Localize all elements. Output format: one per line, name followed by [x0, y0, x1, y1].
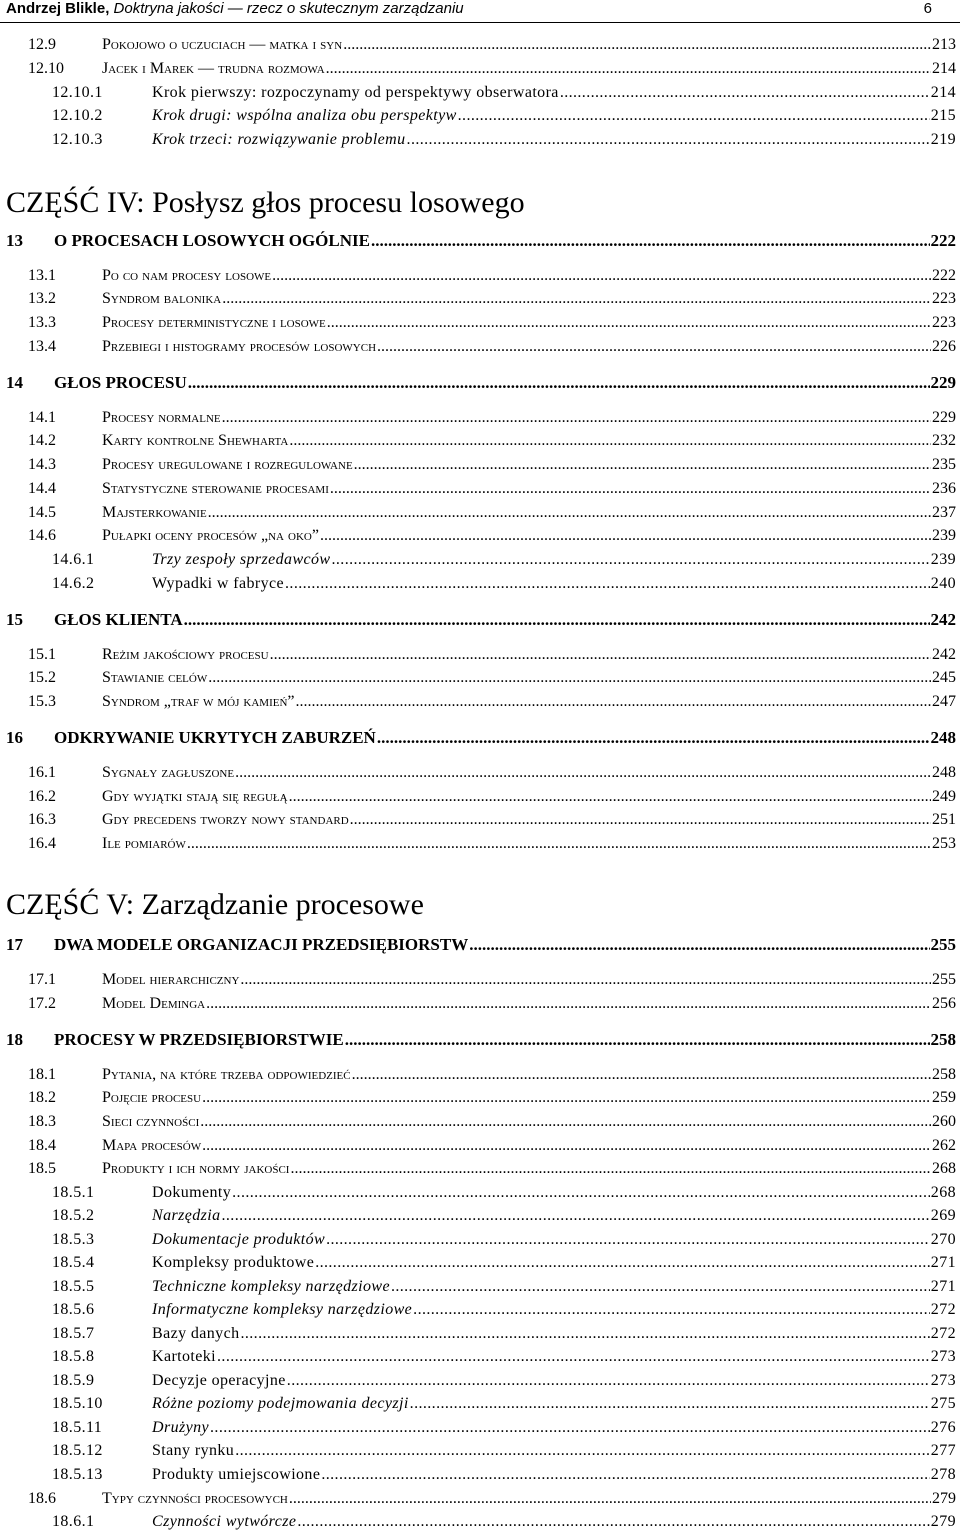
toc-entry[interactable] [0, 527, 960, 545]
toc-entry-title: GŁOS KLIENTA [54, 610, 183, 629]
dot-leader [208, 504, 931, 522]
toc-entry-title: Po co nam procesy losowe [102, 267, 272, 284]
toc-entry-title: Krok trzeci: rozwiązywanie problemu [152, 131, 406, 148]
toc-entry-number: 18.6 [28, 1490, 56, 1507]
toc-entry-title: Ile pomiarów [102, 835, 186, 852]
toc-entry[interactable] [0, 290, 960, 308]
toc-entry-page: 260 [932, 1113, 956, 1130]
dot-leader [296, 693, 932, 711]
toc-entry-title: Czynności wytwórcze [152, 1513, 297, 1530]
dot-leader [352, 1066, 931, 1084]
toc-entry-title: Krok pierwszy: rozpoczynamy od perspektywy obserwatora [152, 84, 559, 101]
toc-entry-page: 249 [932, 788, 956, 805]
toc-entry-page: 255 [932, 971, 956, 988]
toc-entry-title: Sieci czynności [102, 1113, 200, 1130]
toc-entry-page: 223 [932, 290, 956, 307]
toc-entry-page: 235 [932, 456, 956, 473]
toc-entry[interactable] [0, 409, 960, 427]
toc-entry[interactable] [0, 432, 960, 450]
toc-entry-page: 248 [932, 764, 956, 781]
toc-entry-title: Procesy normalne [102, 409, 221, 426]
toc-entry-title: ODKRYWANIE UKRYTYCH ZABURZEŃ [54, 728, 376, 747]
toc-entry-title: Przebiegi i histogramy procesów losowych [102, 338, 377, 355]
toc-entry-title: Pułapki oceny procesów „na oko” [102, 527, 319, 544]
dot-leader [285, 575, 930, 593]
toc-entry[interactable] [0, 971, 960, 989]
toc-entry-page: 237 [932, 504, 956, 521]
toc-entry[interactable] [0, 669, 960, 687]
dot-leader [350, 811, 931, 829]
toc-entry-page: 247 [932, 693, 956, 710]
toc-entry[interactable] [0, 551, 960, 569]
dot-leader [320, 527, 931, 545]
toc-entry[interactable] [0, 1066, 960, 1084]
dot-leader [184, 610, 930, 630]
toc-entry-number: 18.5.6 [52, 1301, 95, 1318]
toc-entry-title: Syndrom „traf w mój kamień” [102, 693, 295, 710]
dot-leader [377, 728, 930, 748]
toc-entry-title: Reżim jakościowy procesu [102, 646, 269, 663]
toc-entry-title: Sygnały zagłuszone [102, 764, 235, 781]
toc-entry-page: 268 [932, 1160, 956, 1177]
toc-entry-title: Różne poziomy podejmowania decyzji [152, 1395, 409, 1412]
toc-entry-number: 12.10 [28, 60, 64, 77]
toc-entry-number: 12.9 [28, 36, 56, 53]
toc-entry-page: 258 [930, 1030, 956, 1049]
toc-entry-title: Karty kontrolne Shewharta [102, 432, 289, 449]
toc-entry[interactable] [0, 1301, 960, 1319]
toc-entry-number: 18.2 [28, 1089, 56, 1106]
toc-entry-title: Decyzje operacyjne [152, 1372, 286, 1389]
toc-entry-page: 279 [930, 1513, 956, 1530]
dot-leader [371, 231, 930, 251]
toc-entry-page: 215 [930, 107, 956, 124]
toc-entry-page: 222 [932, 267, 956, 284]
toc-entry-page: 236 [932, 480, 956, 497]
toc-entry-number: 13.4 [28, 338, 56, 355]
toc-entry[interactable] [0, 1207, 960, 1225]
dot-leader [326, 1231, 930, 1249]
dot-leader [287, 1372, 930, 1390]
toc-entry[interactable] [0, 267, 960, 285]
toc-entry-page: 240 [930, 575, 956, 592]
toc-entry-number: 14.3 [28, 456, 56, 473]
toc-entry-number: 15.3 [28, 693, 56, 710]
toc-entry[interactable] [0, 1442, 960, 1460]
toc-entry-page: 232 [932, 432, 956, 449]
dot-leader [222, 290, 931, 308]
toc-entry[interactable] [0, 1137, 960, 1155]
dot-leader [235, 764, 931, 782]
dot-leader [202, 1137, 931, 1155]
toc-entry-number: 15 [6, 610, 23, 629]
toc-entry[interactable] [0, 1466, 960, 1484]
toc-entry[interactable] [0, 480, 960, 498]
toc-entry[interactable] [0, 314, 960, 332]
dot-leader [332, 551, 930, 569]
toc-entry-number: 18.6.1 [52, 1513, 95, 1530]
toc-entry-number: 18.5 [28, 1160, 56, 1177]
toc-entry-page: 255 [930, 935, 956, 954]
toc-entry-number: 18.5.2 [52, 1207, 95, 1224]
toc-entry-page: 279 [932, 1490, 956, 1507]
toc-entry-title: Krok drugi: wspólna analiza obu perspektyw [152, 107, 457, 124]
toc-entry-title: Mapa procesów [102, 1137, 202, 1154]
toc-entry-page: 278 [930, 1466, 956, 1483]
toc-entry-title: PROCESY W PRZEDSIĘBIORSTWIE [54, 1030, 344, 1049]
toc-entry-number: 12.10.3 [52, 131, 103, 148]
toc-entry[interactable] [0, 1089, 960, 1107]
toc-chapter-entry[interactable] [0, 935, 960, 955]
dot-leader [272, 267, 931, 285]
toc-entry[interactable] [0, 1325, 960, 1343]
toc-entry-number: 14 [6, 373, 23, 392]
toc-entry[interactable] [0, 835, 960, 853]
toc-entry[interactable] [0, 788, 960, 806]
toc-entry-title: Produkty umiejscowione [152, 1466, 321, 1483]
dot-leader [315, 1254, 930, 1272]
dot-leader [410, 1395, 930, 1413]
toc-entry[interactable] [0, 131, 960, 149]
toc-entry-title: Wypadki w fabryce [152, 575, 285, 592]
dot-leader [240, 971, 931, 989]
dot-leader [188, 373, 930, 393]
toc-entry-number: 18.5.4 [52, 1254, 95, 1271]
toc-entry-title: Bazy danych [152, 1325, 240, 1342]
toc-entry[interactable] [0, 456, 960, 474]
toc-entry-number: 13.2 [28, 290, 56, 307]
dot-leader [270, 646, 931, 664]
toc-entry[interactable] [0, 1513, 960, 1531]
toc-entry[interactable] [0, 1184, 960, 1202]
toc-entry[interactable] [0, 811, 960, 829]
toc-entry-number: 17 [6, 935, 23, 954]
toc-entry-number: 15.1 [28, 646, 56, 663]
toc-entry-number: 18.1 [28, 1066, 56, 1083]
toc-entry-title: Trzy zespoły sprzedawców [152, 551, 331, 568]
toc-entry-title: Informatyczne kompleksy narzędziowe [152, 1301, 413, 1318]
part-heading: CZĘŚĆ V: Zarządzanie procesowe [6, 888, 424, 921]
dot-leader [202, 1089, 931, 1107]
toc-entry-number: 18.5.3 [52, 1231, 95, 1248]
toc-entry[interactable] [0, 107, 960, 125]
header-page-number: 6 [923, 0, 932, 17]
toc-entry-page: 248 [930, 728, 956, 747]
toc-entry[interactable] [0, 1348, 960, 1366]
toc-entry-number: 12.10.2 [52, 107, 103, 124]
toc-entry[interactable] [0, 1160, 960, 1178]
toc-entry-page: 245 [932, 669, 956, 686]
toc-entry-title: Pojęcie procesu [102, 1089, 202, 1106]
toc-entry-number: 16.4 [28, 835, 56, 852]
toc-entry-number: 16.3 [28, 811, 56, 828]
toc-entry-page: 214 [932, 60, 956, 77]
dot-leader [407, 131, 930, 149]
toc-entry-title: Narzędzia [152, 1207, 221, 1224]
toc-entry-title: Pokojowo o uczuciach — matka i syn [102, 36, 343, 53]
toc-entry-title: Gdy precedens tworzy nowy standard [102, 811, 349, 828]
toc-entry-page: 253 [932, 835, 956, 852]
dot-leader [187, 835, 931, 853]
toc-entry[interactable] [0, 764, 960, 782]
dot-leader [210, 1419, 930, 1437]
toc-entry[interactable] [0, 504, 960, 522]
toc-entry-number: 13 [6, 231, 23, 250]
toc-entry-title: Majsterkowanie [102, 504, 207, 521]
toc-entry[interactable] [0, 995, 960, 1013]
toc-entry-number: 14.6 [28, 527, 56, 544]
dot-leader [222, 409, 931, 427]
toc-entry-number: 18 [6, 1030, 23, 1049]
dot-leader [354, 456, 931, 474]
dot-leader [560, 84, 930, 102]
toc-entry-number: 16.1 [28, 764, 56, 781]
toc-entry[interactable] [0, 60, 960, 78]
dot-leader [413, 1301, 930, 1319]
dot-leader [208, 669, 931, 687]
toc-entry-number: 17.2 [28, 995, 56, 1012]
toc-entry-page: 223 [932, 314, 956, 331]
toc-entry[interactable] [0, 338, 960, 356]
toc-entry[interactable] [0, 646, 960, 664]
toc-entry-number: 18.5.1 [52, 1184, 95, 1201]
toc-entry-title: Drużyny [152, 1419, 210, 1436]
toc-entry-page: 242 [930, 610, 956, 629]
dot-leader [289, 1490, 931, 1508]
toc-entry-title: Stany rynku [152, 1442, 235, 1459]
running-header [0, 0, 960, 23]
toc-entry[interactable] [0, 1372, 960, 1390]
toc-entry-page: 258 [932, 1066, 956, 1083]
toc-entry-title: Pytania, na które trzeba odpowiedzieć [102, 1066, 351, 1083]
toc-entry-page: 269 [930, 1207, 956, 1224]
toc-entry-title: Jacek i Marek — trudna rozmowa [102, 60, 325, 77]
toc-entry-number: 17.1 [28, 971, 56, 988]
part-heading: CZĘŚĆ IV: Posłysz głos procesu losowego [6, 186, 525, 219]
toc-entry-number: 18.5.5 [52, 1278, 95, 1295]
toc-entry-title: Syndrom balonika [102, 290, 222, 307]
toc-entry-number: 14.6.1 [52, 551, 95, 568]
toc-entry-number: 18.5.10 [52, 1395, 103, 1412]
toc-entry-title: Gdy wyjątki stają się regułą [102, 788, 288, 805]
toc-entry-title: Dokumentacje produktów [152, 1231, 326, 1248]
toc-chapter-entry[interactable] [0, 1030, 960, 1050]
toc-entry-page: 239 [930, 551, 956, 568]
dot-leader [289, 432, 931, 450]
toc-entry[interactable] [0, 1490, 960, 1508]
toc-entry-number: 18.5.11 [52, 1419, 103, 1436]
toc-entry[interactable] [0, 36, 960, 54]
toc-entry-page: 271 [930, 1278, 956, 1295]
dot-leader [297, 1513, 929, 1531]
toc-chapter-entry[interactable] [0, 610, 960, 630]
toc-entry-page: 242 [932, 646, 956, 663]
toc-entry-number: 13.3 [28, 314, 56, 331]
toc-chapter-entry[interactable] [0, 231, 960, 251]
toc-chapter-entry[interactable] [0, 373, 960, 393]
dot-leader [345, 1030, 930, 1050]
toc-entry-title: Model Deminga [102, 995, 206, 1012]
toc-entry-title: DWA MODELE ORGANIZACJI PRZEDSIĘBIORSTW [54, 935, 469, 954]
toc-entry-title: O PROCESACH LOSOWYCH OGÓLNIE [54, 231, 370, 250]
toc-entry-page: 213 [932, 36, 956, 53]
toc-entry-title: Model hierarchiczny [102, 971, 240, 988]
toc-entry-page: 229 [932, 409, 956, 426]
dot-leader [235, 1442, 930, 1460]
toc-entry-number: 13.1 [28, 267, 56, 284]
toc-entry-page: 272 [930, 1301, 956, 1318]
toc-entry-number: 14.6.2 [52, 575, 95, 592]
toc-entry-title: GŁOS PROCESU [54, 373, 187, 392]
toc-entry-number: 14.4 [28, 480, 56, 497]
dot-leader [290, 1160, 931, 1178]
toc-entry-title: Techniczne kompleksy narzędziowe [152, 1278, 390, 1295]
dot-leader [327, 314, 931, 332]
toc-entry-number: 15.2 [28, 669, 56, 686]
toc-entry-page: 251 [932, 811, 956, 828]
toc-entry[interactable] [0, 1419, 960, 1437]
toc-entry-number: 18.5.9 [52, 1372, 95, 1389]
toc-entry-page: 276 [930, 1419, 956, 1436]
toc-entry-page: 268 [930, 1184, 956, 1201]
dot-leader [469, 935, 929, 955]
toc-entry-page: 262 [932, 1137, 956, 1154]
toc-entry-number: 18.4 [28, 1137, 56, 1154]
dot-leader [391, 1278, 930, 1296]
toc-entry[interactable] [0, 575, 960, 593]
toc-entry-title: Kompleksy produktowe [152, 1254, 315, 1271]
toc-entry-title: Stawianie celów [102, 669, 208, 686]
header-book-title: Doktryna jakości — rzecz o skutecznym zarządzaniu [109, 0, 464, 17]
toc-entry[interactable] [0, 1254, 960, 1272]
toc-entry-page: 259 [932, 1089, 956, 1106]
toc-entry-number: 16 [6, 728, 23, 747]
toc-entry-number: 18.3 [28, 1113, 56, 1130]
dot-leader [222, 1207, 930, 1225]
toc-entry-page: 275 [930, 1395, 956, 1412]
toc-entry[interactable] [0, 84, 960, 102]
toc-entry-title: Dokumenty [152, 1184, 232, 1201]
toc-chapter-entry[interactable] [0, 728, 960, 748]
toc-entry-number: 14.5 [28, 504, 56, 521]
toc-entry[interactable] [0, 693, 960, 711]
toc-entry-page: 214 [930, 84, 956, 101]
toc-entry-number: 12.10.1 [52, 84, 103, 101]
toc-entry-page: 229 [930, 373, 956, 392]
toc-entry-page: 273 [930, 1372, 956, 1389]
toc-entry[interactable] [0, 1113, 960, 1131]
toc-entry-page: 256 [932, 995, 956, 1012]
toc-entry[interactable] [0, 1395, 960, 1413]
toc-entry-page: 226 [932, 338, 956, 355]
toc-entry-number: 18.5.13 [52, 1466, 103, 1483]
toc-entry-title: Statystyczne sterowanie procesami [102, 480, 329, 497]
dot-leader [289, 788, 931, 806]
toc-entry-page: 270 [930, 1231, 956, 1248]
toc-entry-number: 18.5.7 [52, 1325, 95, 1342]
toc-entry-title: Procesy uregulowane i rozregulowane [102, 456, 353, 473]
dot-leader [330, 480, 931, 498]
toc-entry-number: 18.5.12 [52, 1442, 103, 1459]
dot-leader [232, 1184, 930, 1202]
toc-entry[interactable] [0, 1278, 960, 1296]
toc-entry-title: Produkty i ich normy jakości [102, 1160, 290, 1177]
toc-entry-page: 222 [930, 231, 956, 250]
toc-entry-number: 14.2 [28, 432, 56, 449]
header-author: Andrzej Blikle, [6, 0, 110, 17]
dot-leader [326, 60, 931, 78]
toc-entry-number: 14.1 [28, 409, 56, 426]
toc-entry-number: 16.2 [28, 788, 56, 805]
dot-leader [321, 1466, 929, 1484]
dot-leader [206, 995, 931, 1013]
dot-leader [240, 1325, 929, 1343]
dot-leader [200, 1113, 931, 1131]
toc-entry-number: 18.5.8 [52, 1348, 95, 1365]
toc-entry-page: 272 [930, 1325, 956, 1342]
toc-entry-title: Kartoteki [152, 1348, 217, 1365]
toc-entry-page: 239 [932, 527, 956, 544]
toc-entry-title: Typy czynności procesowych [102, 1490, 288, 1507]
toc-entry-page: 277 [930, 1442, 956, 1459]
toc-entry-page: 219 [930, 131, 956, 148]
toc-entry-page: 273 [930, 1348, 956, 1365]
dot-leader [343, 36, 931, 54]
toc-entry-title: Procesy deterministyczne i losowe [102, 314, 326, 331]
dot-leader [458, 107, 930, 125]
toc-entry-page: 271 [930, 1254, 956, 1271]
dot-leader [217, 1348, 930, 1366]
dot-leader [377, 338, 931, 356]
toc-entry[interactable] [0, 1231, 960, 1249]
